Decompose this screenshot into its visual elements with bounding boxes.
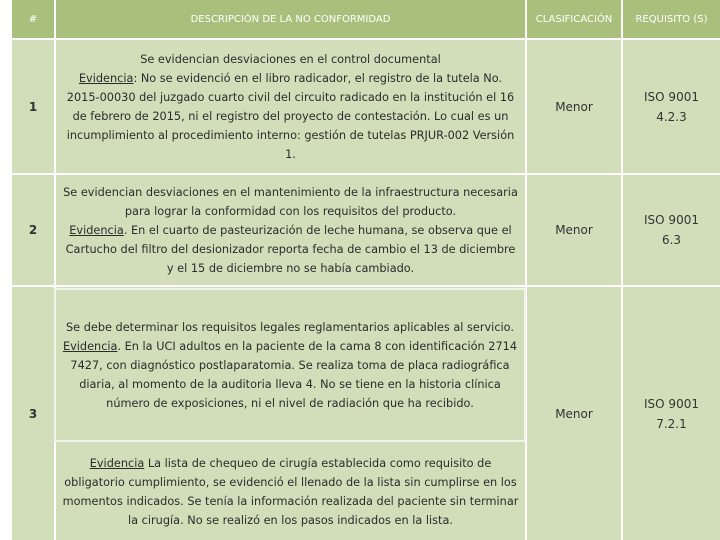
row-3-evidence2-text: La lista de chequeo de cirugía establecida como requisito de obligatorio cumplimiento, se evidenció el llenado de la lista sin cumplirse en los momentos indicados. Se tenía la información realizada del paciente sin terminar la cirugía. No se realizó en los pasos indicados en la lista. — [62, 457, 519, 527]
row-2-classification-text: Menor — [555, 223, 593, 237]
row-3-description-lead: Se debe determinar los requisitos legales reglamentarios aplicables al servicio. — [66, 320, 514, 334]
row-2-requirement-standard: ISO 9001 — [644, 213, 699, 227]
row-1-description-lead: Se evidencian desviaciones en el control documental — [140, 52, 441, 66]
row-3-evidence-text: . En la UCI adultos en la paciente de la cama 8 con identificación 2714 7427, con diagnóstico postlaparatomia. Se realiza toma de placa radiográfica diaria, al momento de la auditoria lleva 4. No se tiene en la historia clínica número de exposiciones, ni el nivel de radiación que ha recibido. — [70, 339, 518, 410]
row-1-classification — [527, 40, 621, 173]
row-2-requirement — [623, 175, 720, 285]
row-1-requirement-clause: 4.2.3 — [656, 109, 687, 124]
header-requirement: REQUISITO (S) — [623, 0, 720, 38]
header-description: DESCRIPCIÓN DE LA NO CONFORMIDAD — [56, 0, 525, 38]
row-1-description — [56, 40, 525, 173]
row-3-evidence-label: Evidencia — [62, 339, 118, 353]
row-1-requirement — [623, 40, 720, 173]
row-1-number: 1 — [12, 40, 54, 173]
row-3-classification — [527, 287, 621, 540]
row-3-evidence-box-1 — [54, 288, 526, 442]
row-2-number: 2 — [12, 175, 54, 285]
row-3-evidence-box-2 — [56, 444, 525, 540]
row-2-description-lead: Se evidencian desviaciones en el mantenimiento de la infraestructura necesaria para lograr la conformidad con los requisitos del producto. — [63, 185, 518, 218]
row-1-evidence-text: : No se evidenció en el libro radicador, el registro de la tutela No. 2015-00030 del juzgado cuarto civil del circuito radicado en la institución el 16 de febrero de 2015, ni el registro del proyecto de contestación. Lo cual es un incumplimiento al procedimiento interno: gestión de tutelas PRJUR-002 Versión 1. — [66, 71, 515, 161]
row-3-requirement-standard: ISO 9001 — [644, 396, 699, 411]
header-classification: CLASIFICACIÓN — [527, 0, 621, 38]
row-1-requirement-standard: ISO 9001 — [644, 89, 699, 104]
row-3-classification-text: Menor — [555, 406, 593, 421]
row-2-requirement-clause: 6.3 — [661, 233, 682, 247]
row-1-evidence-label: Evidencia — [78, 71, 134, 85]
row-3-requirement-clause: 7.2.1 — [656, 416, 687, 431]
row-2-evidence-label: Evidencia — [69, 223, 124, 237]
row-3-requirement — [623, 287, 720, 540]
header-num: # — [12, 0, 54, 38]
row-2-description — [56, 175, 525, 285]
row-2-classification — [527, 175, 621, 285]
row-1-classification-text: Menor — [555, 99, 593, 114]
row-2-evidence-text: . En el cuarto de pasteurización de leche humana, se observa que el Cartucho del filtro del desionizador reporta fecha de cambio el 13 de diciembre y el 15 de diciembre no se había cambiado. — [65, 223, 516, 275]
row-3-evidence2-label: Evidencia — [89, 457, 145, 470]
row-3-number: 3 — [12, 287, 54, 540]
